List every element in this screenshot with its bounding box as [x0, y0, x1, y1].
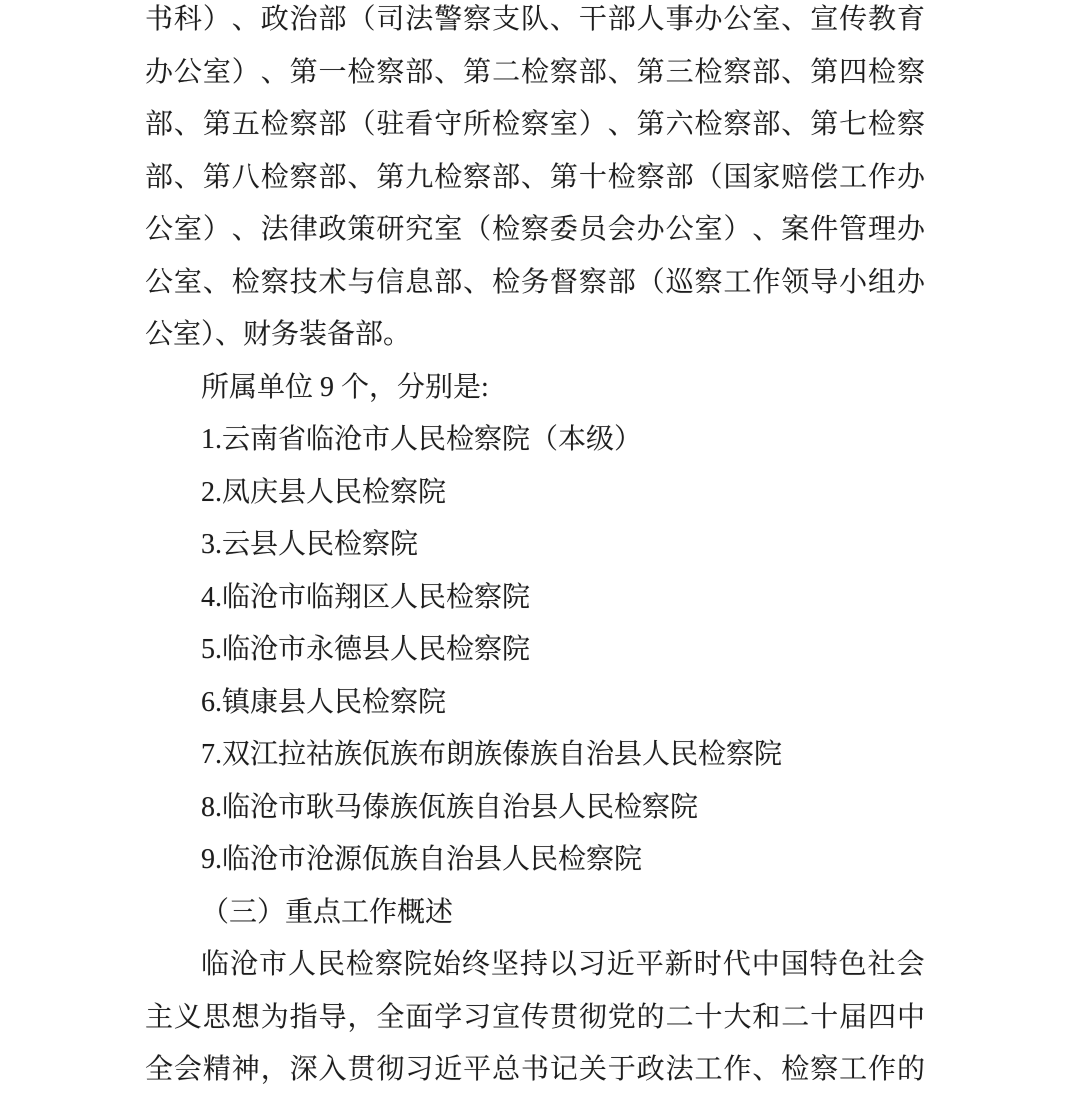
- text-line: 3.云县人民检察院: [201, 529, 419, 560]
- text-line: 办 公 室 ） 、 第 一 检 察 部 、 第 二 检 察 部 、 第 三 检 察 部 、 第 四 检 察: [145, 56, 925, 88]
- text-line: 1.云南省临沧市人民检察院（本级）: [201, 424, 643, 455]
- text-line: 公 室 、 检 察 技 术 与 信 息 部 、 检 务 督 察 部 （ 巡 察 工 作 领 导 小 组 办: [145, 266, 925, 298]
- text-line: 5.临沧市永德县人民检察院: [201, 634, 531, 665]
- text-line: 临 沧 市 人 民 检 察 院 始 终 坚 持 以 习 近 平 新 时 代 中 国 特 色 社 会: [201, 949, 925, 980]
- text-line: 9.临沧市沧源佤族自治县人民检察院: [201, 844, 643, 875]
- text-line: 书 科 ） 、 政 治 部 （ 司 法 警 察 支 队 、 干 部 人 事 办 公 室 、 宣 传 教 育: [145, 4, 925, 35]
- text-line: 6.镇康县人民检察院: [201, 686, 447, 718]
- text-line: 7.双江拉祜族佤族布朗族傣族自治县人民检察院: [201, 739, 783, 770]
- text-line: 主 义 思 想 为 指 导 ， 全 面 学 习 宣 传 贯 彻 党 的 二 十 大 和 二 十 届 四 中: [145, 1001, 925, 1033]
- text-line: 所属单位 9 个，分别是:: [201, 371, 489, 403]
- text-line: 部 、 第 八 检 察 部 、 第 九 检 察 部 、 第 十 检 察 部 （ 国 家 赔 偿 工 作 办: [145, 161, 925, 193]
- text-line: 公 室 ） 、 法 律 政 策 研 究 室 （ 检 察 委 员 会 办 公 室 ） 、 案 件 管 理 办: [145, 214, 925, 245]
- text-line: 公室）、财务装备部。: [145, 319, 412, 350]
- text-line: 部 、 第 五 检 察 部 （ 驻 看 守 所 检 察 室 ） 、 第 六 检 察 部 、 第 七 检 察: [145, 109, 925, 140]
- text-line: 2.凤庆县人民检察院: [201, 476, 447, 508]
- text-line: 8.临沧市耿马傣族佤族自治县人民检察院: [201, 791, 699, 823]
- document-body: [145, 0, 925, 1094]
- text-line: 4.临沧市临翔区人民检察院: [201, 581, 531, 613]
- section-heading: （三）重点工作概述: [201, 896, 454, 928]
- text-line: 全 会 精 神 ， 深 入 贯 彻 习 近 平 总 书 记 关 于 政 法 工 作 、 检 察 工 作 的: [145, 1054, 925, 1085]
